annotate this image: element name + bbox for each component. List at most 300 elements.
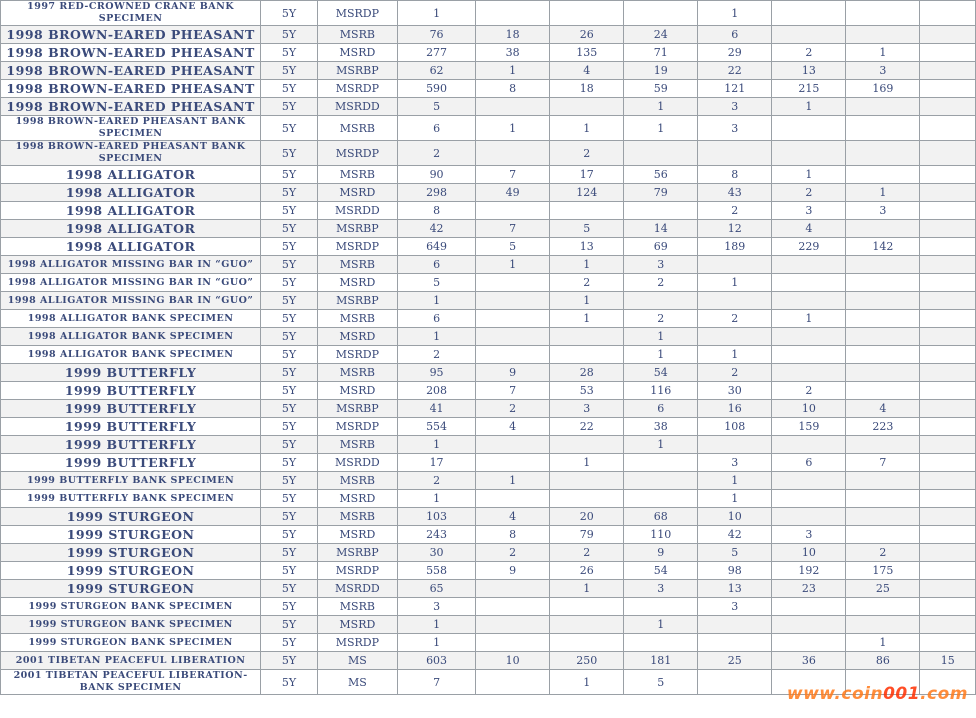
cell-g7 bbox=[920, 562, 976, 580]
cell-years: 5Y bbox=[261, 616, 318, 634]
cell-g7 bbox=[920, 670, 976, 695]
cell-grade: MSRDD bbox=[317, 202, 397, 220]
cell-g7 bbox=[920, 80, 976, 98]
cell-g2 bbox=[550, 634, 624, 652]
cell-g7 bbox=[920, 166, 976, 184]
cell-name: 1998 BROWN-EARED PHEASANT bbox=[1, 62, 261, 80]
cell-g2 bbox=[550, 436, 624, 454]
cell-years: 5Y bbox=[261, 400, 318, 418]
cell-g4: 30 bbox=[698, 382, 772, 400]
cell-grade: MSRDP bbox=[317, 238, 397, 256]
cell-g7 bbox=[920, 436, 976, 454]
cell-g3: 1 bbox=[624, 98, 698, 116]
cell-g2 bbox=[550, 490, 624, 508]
cell-g1 bbox=[476, 670, 550, 695]
cell-g7 bbox=[920, 62, 976, 80]
cell-g6 bbox=[846, 116, 920, 141]
cell-g5: 215 bbox=[772, 80, 846, 98]
cell-total: 95 bbox=[397, 364, 475, 382]
cell-g4: 8 bbox=[698, 166, 772, 184]
cell-g1: 7 bbox=[476, 382, 550, 400]
cell-name: 1999 BUTTERFLY BANK SPECIMEN bbox=[1, 490, 261, 508]
cell-g3: 54 bbox=[624, 562, 698, 580]
cell-g1 bbox=[476, 436, 550, 454]
cell-g1 bbox=[476, 580, 550, 598]
cell-total: 41 bbox=[397, 400, 475, 418]
cell-years: 5Y bbox=[261, 220, 318, 238]
cell-g4: 12 bbox=[698, 220, 772, 238]
cell-g3: 1 bbox=[624, 328, 698, 346]
cell-g2: 1 bbox=[550, 670, 624, 695]
cell-g3 bbox=[624, 292, 698, 310]
cell-g5: 23 bbox=[772, 580, 846, 598]
cell-name: 1998 ALLIGATOR BANK SPECIMEN bbox=[1, 346, 261, 364]
cell-g1: 38 bbox=[476, 44, 550, 62]
cell-total: 277 bbox=[397, 44, 475, 62]
cell-g3: 79 bbox=[624, 184, 698, 202]
cell-grade: MSRB bbox=[317, 166, 397, 184]
cell-years: 5Y bbox=[261, 508, 318, 526]
table-row bbox=[1, 490, 976, 508]
cell-g5 bbox=[772, 292, 846, 310]
cell-years: 5Y bbox=[261, 184, 318, 202]
cell-g5: 2 bbox=[772, 382, 846, 400]
cell-g5: 229 bbox=[772, 238, 846, 256]
cell-total: 558 bbox=[397, 562, 475, 580]
cell-g3: 2 bbox=[624, 310, 698, 328]
cell-g7 bbox=[920, 490, 976, 508]
cell-total: 2 bbox=[397, 472, 475, 490]
cell-g1 bbox=[476, 202, 550, 220]
cell-g5: 6 bbox=[772, 454, 846, 472]
cell-g3: 19 bbox=[624, 62, 698, 80]
cell-g6 bbox=[846, 141, 920, 166]
cell-name: 1999 BUTTERFLY BANK SPECIMEN bbox=[1, 472, 261, 490]
cell-name: 1998 ALLIGATOR BANK SPECIMEN bbox=[1, 310, 261, 328]
cell-g7 bbox=[920, 400, 976, 418]
cell-g6 bbox=[846, 1, 920, 26]
cell-g7 bbox=[920, 616, 976, 634]
cell-g4: 29 bbox=[698, 44, 772, 62]
cell-g1: 8 bbox=[476, 80, 550, 98]
cell-g2: 2 bbox=[550, 141, 624, 166]
cell-g4: 2 bbox=[698, 310, 772, 328]
cell-g7 bbox=[920, 202, 976, 220]
cell-g2 bbox=[550, 1, 624, 26]
cell-years: 5Y bbox=[261, 166, 318, 184]
table-row bbox=[1, 418, 976, 436]
cell-years: 5Y bbox=[261, 26, 318, 44]
cell-g5 bbox=[772, 364, 846, 382]
cell-g3 bbox=[624, 141, 698, 166]
cell-total: 65 bbox=[397, 580, 475, 598]
cell-years: 5Y bbox=[261, 80, 318, 98]
cell-g5 bbox=[772, 328, 846, 346]
cell-g2: 4 bbox=[550, 62, 624, 80]
cell-total: 243 bbox=[397, 526, 475, 544]
cell-g3: 5 bbox=[624, 670, 698, 695]
cell-g2: 1 bbox=[550, 310, 624, 328]
cell-g1: 9 bbox=[476, 364, 550, 382]
cell-grade: MSRD bbox=[317, 44, 397, 62]
cell-g7 bbox=[920, 1, 976, 26]
cell-grade: MSRDP bbox=[317, 634, 397, 652]
cell-years: 5Y bbox=[261, 472, 318, 490]
cell-name: 1998 ALLIGATOR BANK SPECIMEN bbox=[1, 328, 261, 346]
cell-years: 5Y bbox=[261, 670, 318, 695]
table-row bbox=[1, 436, 976, 454]
cell-g2: 79 bbox=[550, 526, 624, 544]
cell-total: 17 bbox=[397, 454, 475, 472]
cell-g7 bbox=[920, 116, 976, 141]
cell-g3: 71 bbox=[624, 44, 698, 62]
cell-years: 5Y bbox=[261, 202, 318, 220]
cell-g5 bbox=[772, 346, 846, 364]
cell-g2: 2 bbox=[550, 544, 624, 562]
cell-g5 bbox=[772, 616, 846, 634]
cell-g5 bbox=[772, 472, 846, 490]
cell-g1 bbox=[476, 1, 550, 26]
cell-years: 5Y bbox=[261, 44, 318, 62]
cell-g6 bbox=[846, 472, 920, 490]
cell-g7 bbox=[920, 598, 976, 616]
cell-g1: 7 bbox=[476, 220, 550, 238]
cell-years: 5Y bbox=[261, 292, 318, 310]
cell-g6 bbox=[846, 98, 920, 116]
cell-g6: 3 bbox=[846, 202, 920, 220]
cell-name: 1999 BUTTERFLY bbox=[1, 382, 261, 400]
cell-g5: 13 bbox=[772, 62, 846, 80]
cell-g4: 3 bbox=[698, 116, 772, 141]
cell-name: 1998 BROWN-EARED PHEASANT bbox=[1, 26, 261, 44]
cell-g4 bbox=[698, 292, 772, 310]
table-row bbox=[1, 274, 976, 292]
cell-g2: 26 bbox=[550, 562, 624, 580]
cell-g5: 4 bbox=[772, 220, 846, 238]
cell-g2: 1 bbox=[550, 580, 624, 598]
table-row bbox=[1, 62, 976, 80]
cell-total: 1 bbox=[397, 616, 475, 634]
cell-g4: 22 bbox=[698, 62, 772, 80]
cell-g6 bbox=[846, 616, 920, 634]
cell-grade: MSRD bbox=[317, 184, 397, 202]
cell-g4: 2 bbox=[698, 364, 772, 382]
cell-g3 bbox=[624, 490, 698, 508]
cell-g4 bbox=[698, 634, 772, 652]
cell-grade: MSRD bbox=[317, 526, 397, 544]
cell-g1: 18 bbox=[476, 26, 550, 44]
cell-total: 298 bbox=[397, 184, 475, 202]
cell-g4: 2 bbox=[698, 202, 772, 220]
cell-g1 bbox=[476, 490, 550, 508]
table-row bbox=[1, 292, 976, 310]
cell-g7 bbox=[920, 328, 976, 346]
cell-g3: 38 bbox=[624, 418, 698, 436]
cell-g4: 43 bbox=[698, 184, 772, 202]
cell-grade: MSRB bbox=[317, 310, 397, 328]
cell-years: 5Y bbox=[261, 562, 318, 580]
cell-g4: 5 bbox=[698, 544, 772, 562]
cell-g3: 1 bbox=[624, 436, 698, 454]
cell-name: 2001 TIBETAN PEACEFUL LIBERATION bbox=[1, 652, 261, 670]
cell-g3: 1 bbox=[624, 346, 698, 364]
cell-g4: 6 bbox=[698, 26, 772, 44]
table-row bbox=[1, 328, 976, 346]
table-row bbox=[1, 544, 976, 562]
cell-g3: 56 bbox=[624, 166, 698, 184]
cell-grade: MSRBP bbox=[317, 544, 397, 562]
cell-years: 5Y bbox=[261, 418, 318, 436]
cell-g4: 25 bbox=[698, 652, 772, 670]
cell-g1 bbox=[476, 292, 550, 310]
cell-g5 bbox=[772, 141, 846, 166]
cell-name: 1998 BROWN-EARED PHEASANT BANK SPECIMEN bbox=[1, 116, 261, 141]
cell-g2 bbox=[550, 616, 624, 634]
cell-g3: 1 bbox=[624, 616, 698, 634]
cell-name: 1999 BUTTERFLY bbox=[1, 364, 261, 382]
table-row bbox=[1, 116, 976, 141]
cell-years: 5Y bbox=[261, 1, 318, 26]
cell-name: 1998 ALLIGATOR bbox=[1, 202, 261, 220]
cell-g6 bbox=[846, 382, 920, 400]
cell-g2: 1 bbox=[550, 116, 624, 141]
cell-years: 5Y bbox=[261, 490, 318, 508]
cell-g6: 25 bbox=[846, 580, 920, 598]
cell-grade: MSRDP bbox=[317, 1, 397, 26]
cell-name: 1999 BUTTERFLY bbox=[1, 454, 261, 472]
cell-g6 bbox=[846, 274, 920, 292]
cell-g6 bbox=[846, 598, 920, 616]
cell-grade: MSRB bbox=[317, 116, 397, 141]
cell-grade: MSRBP bbox=[317, 220, 397, 238]
cell-g4: 1 bbox=[698, 274, 772, 292]
cell-g4: 121 bbox=[698, 80, 772, 98]
cell-g7 bbox=[920, 98, 976, 116]
cell-g2: 18 bbox=[550, 80, 624, 98]
cell-g2: 1 bbox=[550, 292, 624, 310]
cell-g6 bbox=[846, 490, 920, 508]
cell-grade: MSRD bbox=[317, 490, 397, 508]
cell-g4: 108 bbox=[698, 418, 772, 436]
cell-total: 1 bbox=[397, 634, 475, 652]
cell-name: 1998 BROWN-EARED PHEASANT BANK SPECIMEN bbox=[1, 141, 261, 166]
cell-g6 bbox=[846, 508, 920, 526]
table-row bbox=[1, 400, 976, 418]
cell-g6 bbox=[846, 526, 920, 544]
table-row bbox=[1, 652, 976, 670]
cell-g7 bbox=[920, 382, 976, 400]
cell-grade: MS bbox=[317, 670, 397, 695]
cell-years: 5Y bbox=[261, 328, 318, 346]
cell-g7 bbox=[920, 238, 976, 256]
cell-g6 bbox=[846, 364, 920, 382]
cell-years: 5Y bbox=[261, 436, 318, 454]
table-row bbox=[1, 256, 976, 274]
cell-grade: MSRDP bbox=[317, 141, 397, 166]
table-row bbox=[1, 508, 976, 526]
cell-total: 5 bbox=[397, 274, 475, 292]
cell-name: 1999 STURGEON bbox=[1, 544, 261, 562]
cell-name: 1998 ALLIGATOR MISSING BAR IN “GUO” bbox=[1, 292, 261, 310]
cell-g4 bbox=[698, 256, 772, 274]
cell-name: 1998 ALLIGATOR MISSING BAR IN “GUO” bbox=[1, 256, 261, 274]
cell-g2: 26 bbox=[550, 26, 624, 44]
cell-total: 8 bbox=[397, 202, 475, 220]
watermark-middle: 001 bbox=[883, 684, 921, 704]
cell-g7 bbox=[920, 26, 976, 44]
cell-g3: 14 bbox=[624, 220, 698, 238]
cell-g2 bbox=[550, 598, 624, 616]
cell-years: 5Y bbox=[261, 598, 318, 616]
table-row bbox=[1, 202, 976, 220]
cell-years: 5Y bbox=[261, 98, 318, 116]
cell-g5 bbox=[772, 670, 846, 695]
cell-name: 1998 ALLIGATOR MISSING BAR IN “GUO” bbox=[1, 274, 261, 292]
cell-grade: MSRD bbox=[317, 274, 397, 292]
cell-g7 bbox=[920, 292, 976, 310]
table-row bbox=[1, 141, 976, 166]
cell-total: 1 bbox=[397, 490, 475, 508]
cell-g1 bbox=[476, 310, 550, 328]
cell-g1 bbox=[476, 98, 550, 116]
cell-g4: 3 bbox=[698, 98, 772, 116]
cell-grade: MSRB bbox=[317, 364, 397, 382]
cell-g1: 1 bbox=[476, 62, 550, 80]
cell-g6: 1 bbox=[846, 184, 920, 202]
cell-g1: 9 bbox=[476, 562, 550, 580]
cell-g7 bbox=[920, 472, 976, 490]
cell-total: 3 bbox=[397, 598, 475, 616]
cell-g5: 1 bbox=[772, 98, 846, 116]
cell-years: 5Y bbox=[261, 652, 318, 670]
cell-g2 bbox=[550, 202, 624, 220]
cell-g1: 1 bbox=[476, 116, 550, 141]
cell-g2: 250 bbox=[550, 652, 624, 670]
cell-years: 5Y bbox=[261, 382, 318, 400]
cell-g6 bbox=[846, 670, 920, 695]
cell-name: 1998 ALLIGATOR bbox=[1, 184, 261, 202]
cell-g2 bbox=[550, 328, 624, 346]
cell-g5: 3 bbox=[772, 526, 846, 544]
cell-g2: 53 bbox=[550, 382, 624, 400]
cell-name: 1999 STURGEON BANK SPECIMEN bbox=[1, 598, 261, 616]
cell-g3 bbox=[624, 598, 698, 616]
table-row bbox=[1, 472, 976, 490]
cell-grade: MSRB bbox=[317, 256, 397, 274]
cell-g6: 2 bbox=[846, 544, 920, 562]
cell-g6: 3 bbox=[846, 62, 920, 80]
table-row bbox=[1, 454, 976, 472]
table-row bbox=[1, 98, 976, 116]
cell-g6: 86 bbox=[846, 652, 920, 670]
cell-grade: MSRB bbox=[317, 26, 397, 44]
cell-g1 bbox=[476, 454, 550, 472]
cell-name: 1998 ALLIGATOR bbox=[1, 220, 261, 238]
cell-name: 1999 STURGEON bbox=[1, 562, 261, 580]
cell-g7 bbox=[920, 634, 976, 652]
cell-g1: 7 bbox=[476, 166, 550, 184]
cell-total: 1 bbox=[397, 1, 475, 26]
cell-years: 5Y bbox=[261, 256, 318, 274]
cell-g3: 3 bbox=[624, 256, 698, 274]
cell-g4: 1 bbox=[698, 346, 772, 364]
cell-years: 5Y bbox=[261, 580, 318, 598]
cell-name: 1998 ALLIGATOR bbox=[1, 238, 261, 256]
cell-g7 bbox=[920, 310, 976, 328]
cell-g1: 10 bbox=[476, 652, 550, 670]
watermark-suffix: .com bbox=[920, 684, 968, 704]
cell-g5 bbox=[772, 436, 846, 454]
cell-g2: 2 bbox=[550, 274, 624, 292]
cell-total: 1 bbox=[397, 292, 475, 310]
cell-g1 bbox=[476, 346, 550, 364]
cell-total: 649 bbox=[397, 238, 475, 256]
cell-g3: 6 bbox=[624, 400, 698, 418]
cell-years: 5Y bbox=[261, 238, 318, 256]
cell-g2: 5 bbox=[550, 220, 624, 238]
cell-grade: MSRDP bbox=[317, 418, 397, 436]
cell-grade: MSRBP bbox=[317, 400, 397, 418]
cell-g3: 54 bbox=[624, 364, 698, 382]
cell-grade: MSRDP bbox=[317, 562, 397, 580]
cell-g4 bbox=[698, 436, 772, 454]
cell-g2: 124 bbox=[550, 184, 624, 202]
cell-name: 1999 STURGEON bbox=[1, 580, 261, 598]
table-row bbox=[1, 526, 976, 544]
cell-g7 bbox=[920, 418, 976, 436]
cell-g6 bbox=[846, 328, 920, 346]
cell-g5: 10 bbox=[772, 400, 846, 418]
cell-g7 bbox=[920, 274, 976, 292]
cell-name: 1999 STURGEON BANK SPECIMEN bbox=[1, 634, 261, 652]
cell-total: 103 bbox=[397, 508, 475, 526]
cell-g5 bbox=[772, 634, 846, 652]
cell-g3 bbox=[624, 472, 698, 490]
table-row bbox=[1, 580, 976, 598]
cell-total: 62 bbox=[397, 62, 475, 80]
cell-g5: 192 bbox=[772, 562, 846, 580]
cell-name: 1998 BROWN-EARED PHEASANT bbox=[1, 98, 261, 116]
table-row bbox=[1, 616, 976, 634]
cell-g6 bbox=[846, 346, 920, 364]
cell-total: 6 bbox=[397, 116, 475, 141]
table-row bbox=[1, 44, 976, 62]
cell-name: 1999 BUTTERFLY bbox=[1, 400, 261, 418]
cell-g6 bbox=[846, 166, 920, 184]
cell-g5: 36 bbox=[772, 652, 846, 670]
cell-grade: MSRBP bbox=[317, 292, 397, 310]
cell-g7 bbox=[920, 184, 976, 202]
cell-g3 bbox=[624, 454, 698, 472]
cell-total: 603 bbox=[397, 652, 475, 670]
cell-total: 590 bbox=[397, 80, 475, 98]
cell-years: 5Y bbox=[261, 62, 318, 80]
cell-name: 2001 TIBETAN PEACEFUL LIBERATION-BANK SPECIMEN bbox=[1, 670, 261, 695]
cell-g7 bbox=[920, 141, 976, 166]
cell-g6: 175 bbox=[846, 562, 920, 580]
cell-g5: 2 bbox=[772, 184, 846, 202]
cell-name: 1999 STURGEON BANK SPECIMEN bbox=[1, 616, 261, 634]
cell-g3: 3 bbox=[624, 580, 698, 598]
cell-years: 5Y bbox=[261, 116, 318, 141]
cell-grade: MSRD bbox=[317, 616, 397, 634]
cell-grade: MSRDP bbox=[317, 80, 397, 98]
cell-g1 bbox=[476, 598, 550, 616]
cell-g2: 13 bbox=[550, 238, 624, 256]
cell-total: 1 bbox=[397, 328, 475, 346]
cell-g1 bbox=[476, 328, 550, 346]
cell-g3: 181 bbox=[624, 652, 698, 670]
